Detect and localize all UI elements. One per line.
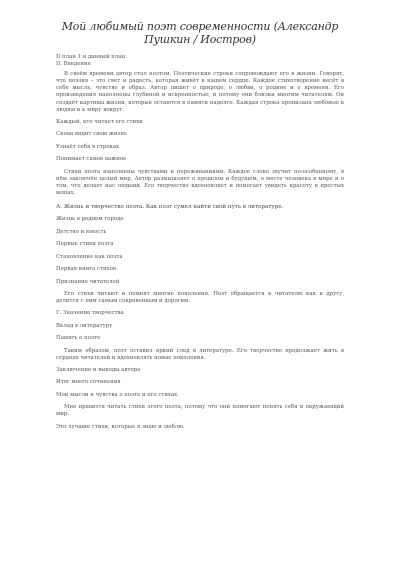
short-line: Заключение и выводы автора (56, 366, 141, 373)
document-title: Мой любимый поэт современности (Александр Пушкин / Иостров) (61, 20, 339, 46)
paragraph-1: В своём времени автор стал поэтом. Поэтические строки сопровождают его в жизни. Говорят, что поэзия – это свет и радость, которая живёт в нашем сердце. Каждое стихотворение несёт в себе мысль, чувство и образ. Автор пишет о природе, о любви, о родине и о времени. Его произведения наполнены глубиной и искренностью, и потому они близки многим читателям. Он создаёт картины жизни, которые остаются в памяти надолго. Каждая строка пронизана любовью к людям и к миру вокруг. (56, 70, 344, 113)
section-heading: А. Жизнь и творчество поэта. Как поэт сумел найти свой путь в литературе. (56, 204, 284, 211)
closing-line: Это лучшие стихи, которые я знаю и люблю. (56, 423, 185, 430)
short-line: Детство и юность (56, 228, 107, 235)
short-line: Становление как поэта (56, 253, 123, 260)
short-line: Первые стихи поэта (56, 241, 114, 248)
paragraph-4: Таким образом, поэт оставил яркий след в литературе. Его творчество продолжает жить в сердцах читателей и вдохновлять новые поколения. (56, 347, 344, 361)
short-line: Признание читателей (56, 278, 120, 285)
short-line: Итог моего сочинения (56, 379, 121, 386)
short-line: Г. Значение творчества (56, 310, 124, 317)
short-line: Первая книга стихов (56, 266, 116, 273)
short-line: Понимает самое важное (56, 156, 127, 163)
short-line: Мои мысли и чувства о поэте и его стихах. (56, 391, 179, 398)
paragraph-3: Его стихи читают и помнят многие поколения. Поэт обращается к читателю как к другу, делится с ним самым сокровенным и дорогим. (56, 290, 344, 305)
short-line: Узнаёт себя в строках (56, 143, 120, 150)
short-line: Каждый, кто читает его стихи (56, 119, 143, 126)
short-line: Вклад в литературу (56, 322, 113, 329)
short-line: Память о поэте (56, 335, 101, 342)
plan-line: II план 1 и данный план. (56, 54, 127, 60)
short-line: Жизнь в родном городе (56, 216, 124, 223)
intro-heading: II. Введение (56, 61, 91, 68)
paragraph-5: Мне нравится читать стихи этого поэта, потому что они помогают понять себя и окружающий мир. (56, 404, 344, 418)
short-line: Снова видит свою жизнь (56, 131, 127, 138)
paragraph-2: Стихи поэта наполнены чувствами и переживаниями. Каждое слово звучит по-особенному, в нём заключён целый мир. Автор размышляет о прошлом и будущем, о месте человека в мире и о том, что делает нас людьми. Его творчество вдохновляет и помогает увидеть красоту в простых вещах. (56, 168, 344, 197)
